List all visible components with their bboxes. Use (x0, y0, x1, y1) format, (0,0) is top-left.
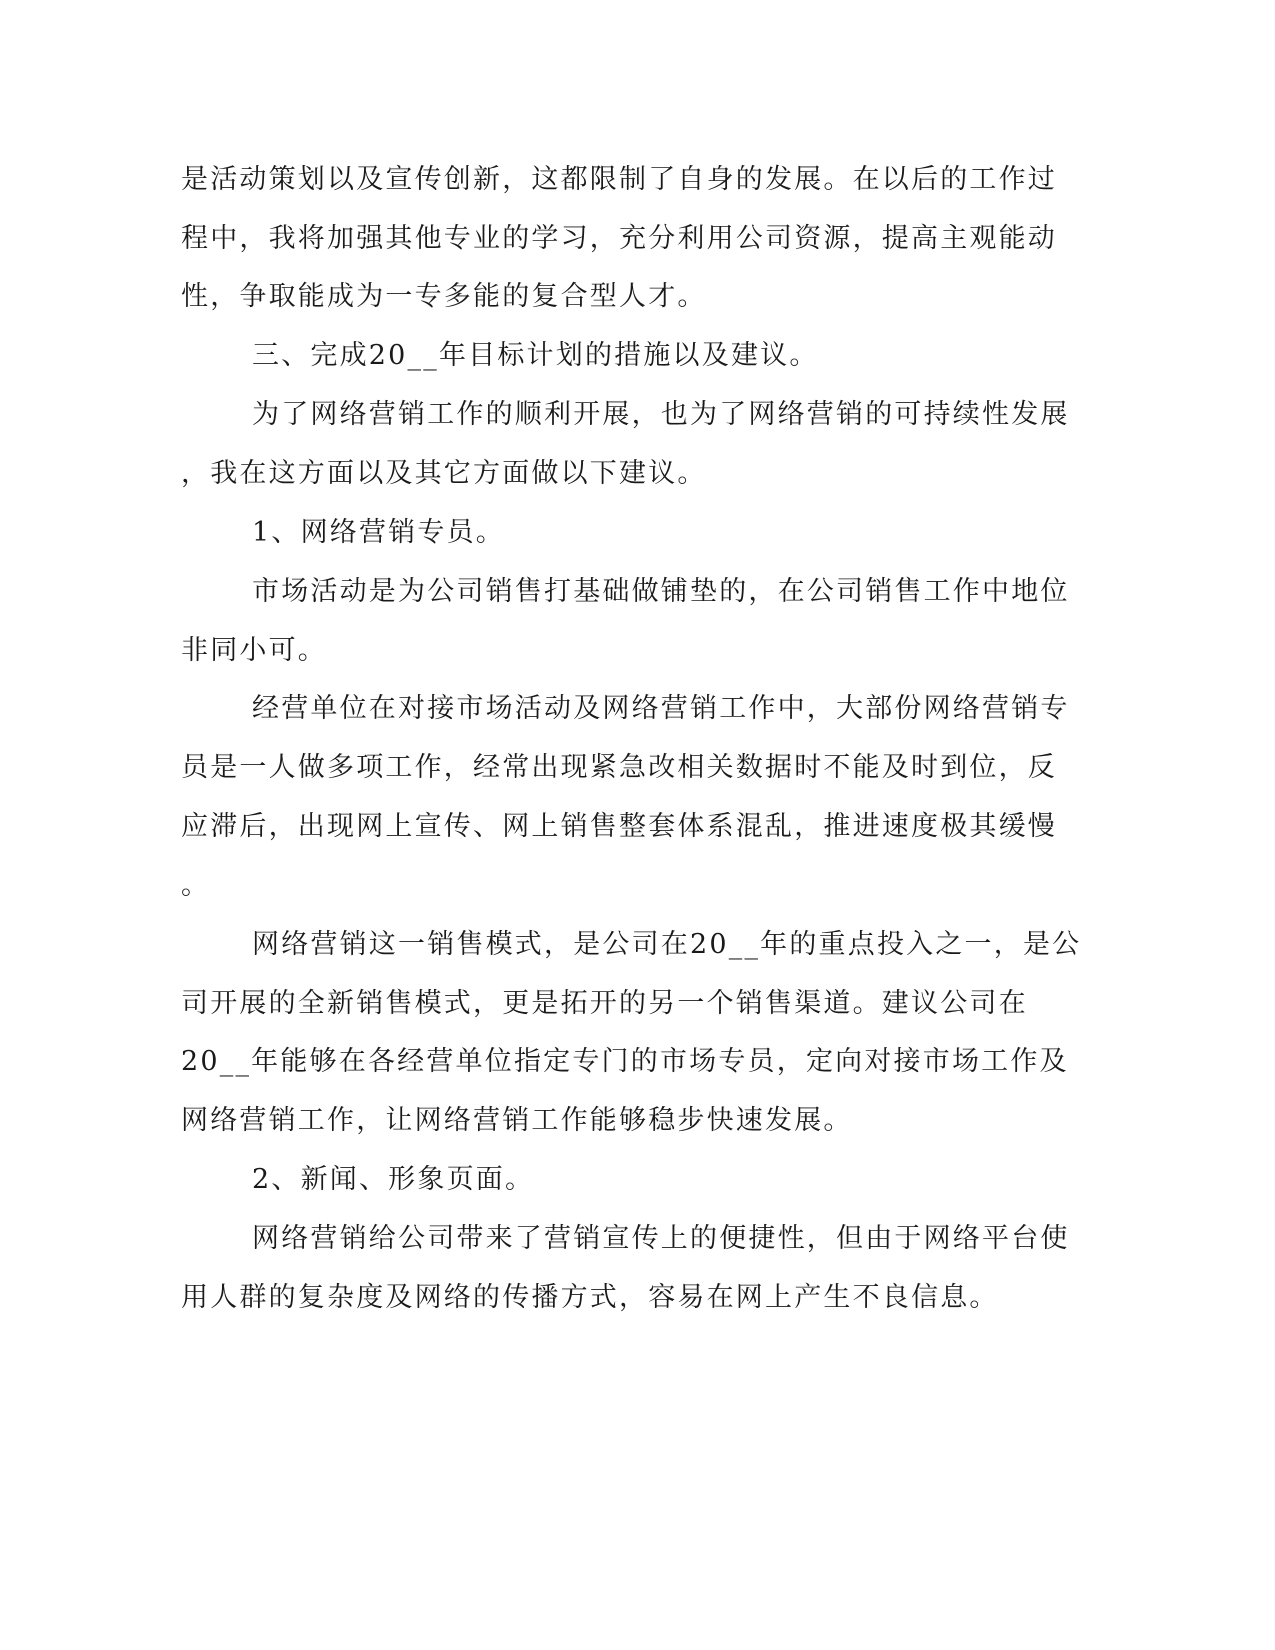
paragraph-line: 网络营销给公司带来了营销宣传上的便捷性，但由于网络平台使 (252, 1223, 1070, 1254)
paragraph-line: 网络营销工作，让网络营销工作能够稳步快速发展。 (181, 1105, 853, 1136)
paragraph-line: 非同小可。 (181, 635, 327, 666)
paragraph-line: ，我在这方面以及其它方面做以下建议。 (181, 458, 707, 489)
subsection-heading: 2、新闻、形象页面。 (252, 1164, 535, 1195)
paragraph-line: 司开展的全新销售模式，更是拓开的另一个销售渠道。建议公司在 (181, 988, 1028, 1019)
paragraph-line: 应滞后，出现网上宣传、网上销售整套体系混乱，推进速度极其缓慢 (181, 811, 1057, 842)
paragraph-line: 程中，我将加强其他专业的学习，充分利用公司资源，提高主观能动 (181, 223, 1057, 254)
section-heading: 三、完成20__年目标计划的措施以及建议。 (252, 340, 819, 371)
paragraph-line: 为了网络营销工作的顺利开展，也为了网络营销的可持续性发展 (252, 399, 1070, 430)
subsection-heading: 1、网络营销专员。 (252, 517, 505, 548)
paragraph-line: 用人群的复杂度及网络的传播方式，容易在网上产生不良信息。 (181, 1282, 999, 1313)
paragraph-line: 经营单位在对接市场活动及网络营销工作中，大部份网络营销专 (252, 693, 1070, 724)
paragraph-line: 市场活动是为公司销售打基础做铺垫的，在公司销售工作中地位 (252, 576, 1070, 607)
paragraph-line: 性，争取能成为一专多能的复合型人才。 (181, 281, 707, 312)
paragraph-line: 20__年能够在各经营单位指定专门的市场专员，定向对接市场工作及 (181, 1046, 1069, 1077)
paragraph-line: 网络营销这一销售模式，是公司在20__年的重点投入之一，是公 (252, 929, 1082, 960)
paragraph-line: 员是一人做多项工作，经常出现紧急改相关数据时不能及时到位，反 (181, 752, 1057, 783)
paragraph-line: 是活动策划以及宣传创新，这都限制了自身的发展。在以后的工作过 (181, 164, 1057, 195)
paragraph-line: 。 (181, 870, 211, 901)
